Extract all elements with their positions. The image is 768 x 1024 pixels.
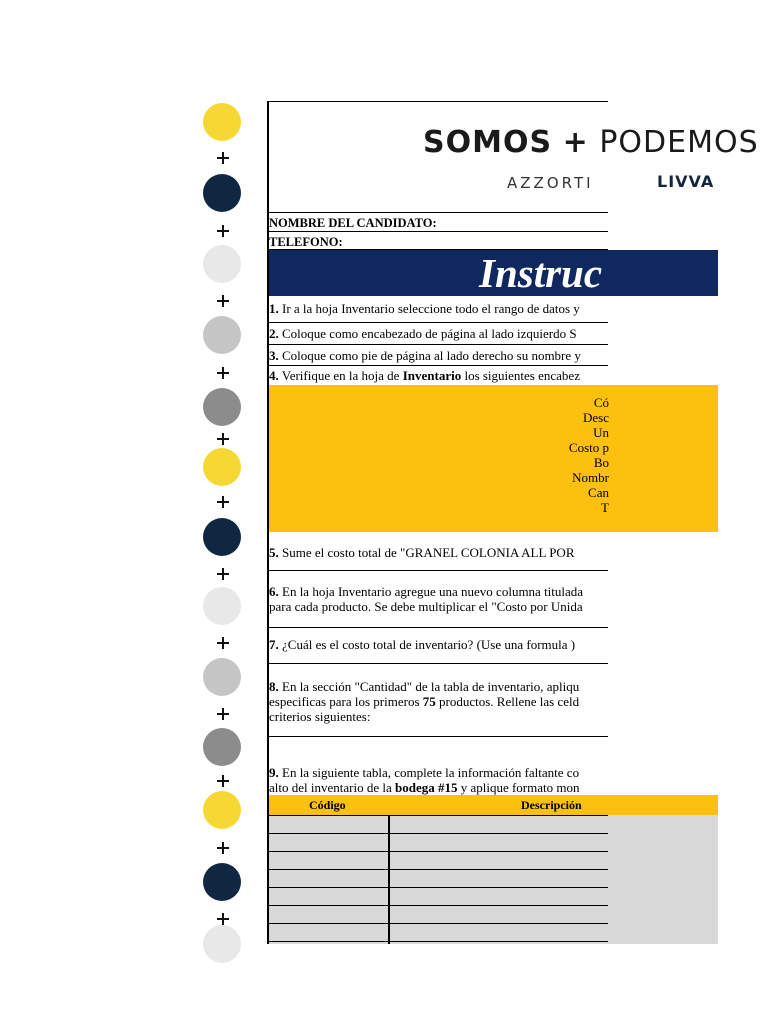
logo-left-word: SOMOS (423, 125, 553, 160)
plus-icon (217, 913, 229, 925)
azzorti-logo: AZZORTI (507, 174, 594, 192)
sheet-top-border (267, 101, 608, 102)
candidate-name-label: NOMBRE DEL CANDIDATO: (269, 216, 437, 230)
table-row (267, 869, 608, 870)
codigo-column-cells (269, 815, 389, 944)
plus-icon (217, 775, 229, 787)
livva-logo: LIVVA (657, 172, 715, 191)
decorative-dot (203, 925, 241, 963)
plus-icon (217, 568, 229, 580)
divider-line (267, 663, 608, 664)
step-text: especificas para los primeros (269, 694, 423, 709)
header-list-item: Có (593, 395, 609, 410)
descripcion-column-cells (390, 815, 608, 944)
step-text: Verifique en la hoja de (278, 368, 403, 383)
decorative-dot (203, 728, 241, 766)
spreadsheet-sheet (267, 101, 768, 944)
headers-list (549, 395, 609, 515)
step-text: En la hoja Inventario agregue una nuevo columna titulada (278, 584, 584, 599)
step-6-line-2: para cada producto. Se debe multiplicar el "Costo por Unida (269, 599, 583, 614)
decorative-dot (203, 863, 241, 901)
header-list-item: Can (588, 485, 609, 500)
plus-icon (217, 367, 229, 379)
step-text: Ir a la hoja Inventario seleccione todo el rango de datos y (278, 301, 580, 316)
decorative-dot (203, 587, 241, 625)
decorative-dot (203, 174, 241, 212)
instructions-title: Instruc (479, 250, 603, 296)
plus-icon (217, 496, 229, 508)
step-8 (269, 679, 579, 694)
column-divider (388, 815, 390, 944)
column-header-descripcion: Descripción (521, 798, 582, 812)
step-number: 8. (269, 679, 279, 694)
step-number: 3. (269, 348, 279, 363)
step-bold-text: bodega #15 (394, 780, 458, 795)
header-list-item: T (601, 500, 609, 515)
plus-icon (217, 637, 229, 649)
header-list-item: Desc (583, 410, 609, 425)
step-2 (269, 326, 577, 341)
step-text: los siguientes encabez (461, 368, 580, 383)
plus-icon (217, 433, 229, 445)
step-bold-text: Inventario (402, 368, 462, 383)
table-row (267, 905, 608, 906)
step-text: En la siguiente tabla, complete la información faltante co (278, 765, 580, 780)
table-row (267, 941, 608, 942)
step-7 (269, 637, 575, 652)
step-number: 2. (269, 326, 279, 341)
divider-line (267, 736, 608, 737)
divider-line (267, 627, 608, 628)
step-bold-text: 75 (422, 694, 436, 709)
step-text: productos. Rellene las celd (435, 694, 580, 709)
plus-icon (217, 152, 229, 164)
header-list-item: Costo p (568, 440, 609, 455)
step-text: ¿Cuál es el costo total de inventario? (Use una formula ) (278, 637, 576, 652)
plus-icon (217, 225, 229, 237)
divider-line (267, 344, 608, 345)
table-row (267, 851, 608, 852)
inventory-table-header (269, 795, 718, 815)
decorative-dot (203, 518, 241, 556)
header-list-item: Nombr (572, 470, 609, 485)
step-1 (269, 301, 580, 316)
step-6 (269, 584, 583, 599)
step-text: alto del inventario de la (269, 780, 395, 795)
table-row (267, 923, 608, 924)
step-text: Coloque como encabezado de página al lado izquierdo S (278, 326, 577, 341)
plus-icon (217, 295, 229, 307)
divider-line (267, 231, 608, 232)
headers-list-box (269, 385, 718, 532)
decorative-dot (203, 448, 241, 486)
step-8-line-2 (269, 694, 579, 709)
step-number: 1. (269, 301, 279, 316)
decorative-dot (203, 791, 241, 829)
step-number: 9. (269, 765, 279, 780)
plus-icon (217, 708, 229, 720)
step-9 (269, 765, 579, 780)
header-list-item: Bo (593, 455, 609, 470)
step-8-line-3: criterios siguientes: (269, 709, 371, 724)
decorative-dot (203, 388, 241, 426)
logo-plus: + (562, 125, 589, 160)
step-text: En la sección "Cantidad" de la tabla de inventario, apliqu (278, 679, 580, 694)
extra-column-cells (608, 815, 718, 944)
step-number: 7. (269, 637, 279, 652)
phone-label: TELEFONO: (269, 235, 343, 249)
step-4 (269, 368, 580, 383)
step-text: y aplique formato mon (457, 780, 580, 795)
instructions-banner (269, 250, 718, 296)
decorative-dot (203, 245, 241, 283)
somos-podemos-logo (423, 125, 759, 160)
table-row (267, 887, 608, 888)
table-row (267, 815, 608, 816)
step-9-line-2 (269, 780, 580, 795)
divider-line (267, 322, 608, 323)
decorative-dot (203, 103, 241, 141)
step-5 (269, 545, 575, 560)
decorative-dot (203, 658, 241, 696)
plus-icon (217, 842, 229, 854)
decorative-dot (203, 316, 241, 354)
divider-line (267, 212, 608, 213)
step-text: Sume el costo total de "GRANEL COLONIA ALL POR (278, 545, 575, 560)
step-text: Coloque como pie de página al lado derecho su nombre y (278, 348, 581, 363)
logo-right-word: PODEMOS (599, 125, 759, 160)
step-number: 6. (269, 584, 279, 599)
step-number: 4. (269, 368, 279, 383)
step-3 (269, 348, 581, 363)
column-header-codigo: Código (309, 798, 346, 812)
header-list-item: Un (593, 425, 609, 440)
table-row (267, 833, 608, 834)
divider-line (267, 365, 608, 366)
step-number: 5. (269, 545, 279, 560)
divider-line (267, 570, 608, 571)
